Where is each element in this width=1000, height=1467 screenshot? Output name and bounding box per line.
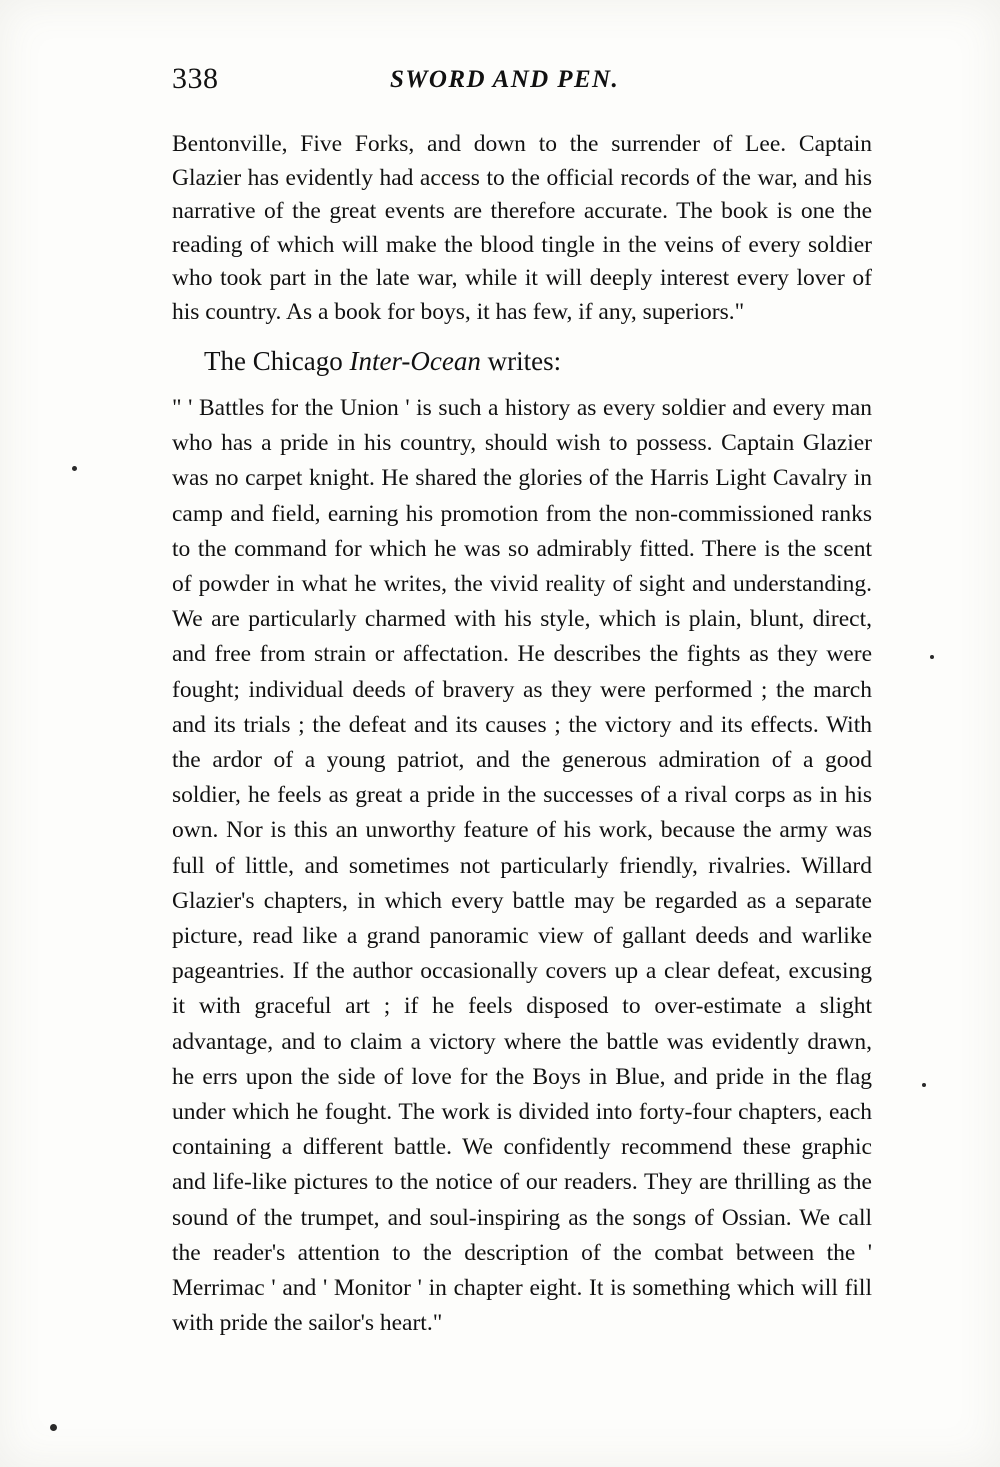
subheading-prefix: The Chicago — [204, 346, 350, 376]
paragraph-review-excerpt: Bentonville, Five Forks, and down to the surrender of Lee. Captain Glazier has evidently had access to the official records of the war, and his narrative of the great events are therefore accurate. The book is one the reading of which will make the blood tingle in the veins of every soldier who took part in the late war, while it will deeply interest every lover of his country. As a book for boys, it has few, if any, superiors." — [172, 131, 872, 325]
page-number: 338 — [172, 62, 219, 95]
page-speck — [930, 655, 934, 659]
page-speck — [72, 466, 77, 471]
subheading-suffix: writes: — [480, 346, 562, 376]
subheading-publication: Inter-Ocean — [349, 346, 481, 376]
running-head: SWORD AND PEN. — [390, 66, 620, 93]
page-header — [172, 62, 872, 102]
section-subheading — [204, 339, 872, 383]
page-speck — [50, 1424, 57, 1431]
paragraph-quoted-review: " ' Battles for the Union ' is such a history as every soldier and every man who has a pride in his country, should wish to possess. Captain Glazier was no carpet knight. He shared the glories of the Harris Light Cavalry in camp and field, earning his promotion from the non-commissioned ranks to the command for which he was so admirably fitted. There is the scent of powder in what he writes, the vivid reality of sight and understanding. We are particularly charmed with his style, which is plain, blunt, direct, and free from strain or affectation. He describes the fights as they were fought; individual deeds of bravery as they were performed ; the march and its trials ; the defeat and its causes ; the victory and its effects. With the ardor of a young patriot, and the generous admiration of a good soldier, he feels as great a pride in the successes of a rival corps as in his own. Nor is this an unworthy feature of his work, because the army was full of little, and sometimes not particularly friendly, rivalries. Willard Glazier's chapters, in which every battle may be regarded as a separate picture, read like a grand panoramic view of gallant deeds and warlike pageantries. If the author occasionally covers up a clear defeat, excusing it with graceful art ; if he feels disposed to over-estimate a slight advantage, and to claim a victory where the battle was evidently drawn, he errs upon the side of love for the Boys in Blue, and pride in the flag under which he fought. The work is divided into forty-four chapters, each containing a different battle. We confidently recommend these graphic and life-like pictures to the notice of our readers. They are thrilling as the sound of the trumpet, and soul-inspiring as the songs of Ossian. We call the reader's attention to the description of the combat between the ' Merrimac ' and ' Monitor ' in chapter eight. It is something which will fill with pride the sailor's heart." — [172, 395, 872, 1337]
page-speck — [922, 1083, 926, 1087]
text-column — [172, 128, 872, 1341]
